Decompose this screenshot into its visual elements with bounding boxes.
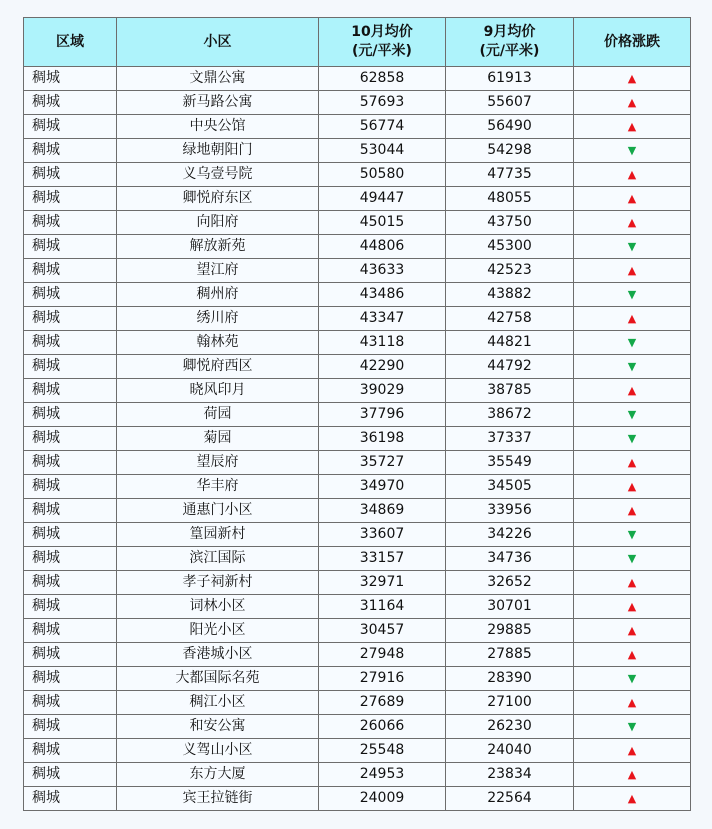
sep-price-cell: 22564 — [446, 787, 574, 811]
sep-price-cell: 37337 — [446, 427, 574, 451]
header-row — [24, 18, 691, 67]
triangle-down-icon: ▼ — [627, 240, 637, 253]
trend-cell — [574, 595, 691, 619]
trend-cell — [574, 499, 691, 523]
trend-cell — [574, 763, 691, 787]
header-sep-line2: (元/平米) — [479, 43, 540, 59]
region-cell: 稠城 — [24, 379, 117, 403]
triangle-up-icon: ▲ — [627, 96, 637, 109]
table-row — [24, 259, 691, 283]
community-name-cell: 和安公寓 — [117, 715, 319, 739]
trend-cell — [574, 163, 691, 187]
region-cell: 稠城 — [24, 715, 117, 739]
triangle-up-icon: ▲ — [627, 648, 637, 661]
community-name-cell: 词林小区 — [117, 595, 319, 619]
table-row — [24, 235, 691, 259]
sep-price-cell: 43750 — [446, 211, 574, 235]
region-cell: 稠城 — [24, 787, 117, 811]
trend-cell — [574, 235, 691, 259]
community-name-cell: 义驾山小区 — [117, 739, 319, 763]
table-row — [24, 643, 691, 667]
community-name-cell: 篁园新村 — [117, 523, 319, 547]
price-table — [23, 17, 691, 811]
sep-price-cell: 27100 — [446, 691, 574, 715]
community-name-cell: 望辰府 — [117, 451, 319, 475]
triangle-up-icon: ▲ — [627, 504, 637, 517]
region-cell: 稠城 — [24, 307, 117, 331]
triangle-up-icon: ▲ — [627, 120, 637, 133]
triangle-up-icon: ▲ — [627, 192, 637, 205]
triangle-up-icon: ▲ — [627, 312, 637, 325]
triangle-down-icon: ▼ — [627, 720, 637, 733]
triangle-up-icon: ▲ — [627, 744, 637, 757]
oct-price-cell: 43486 — [319, 283, 446, 307]
table-body — [24, 67, 691, 811]
table-row — [24, 787, 691, 811]
region-cell: 稠城 — [24, 163, 117, 187]
table-row — [24, 427, 691, 451]
oct-price-cell: 30457 — [319, 619, 446, 643]
table-row — [24, 355, 691, 379]
header-sep-price — [446, 18, 574, 67]
region-cell: 稠城 — [24, 427, 117, 451]
trend-cell — [574, 523, 691, 547]
sep-price-cell: 44821 — [446, 331, 574, 355]
table-row — [24, 595, 691, 619]
table-row — [24, 91, 691, 115]
trend-cell — [574, 451, 691, 475]
sep-price-cell: 45300 — [446, 235, 574, 259]
sep-price-cell: 29885 — [446, 619, 574, 643]
trend-cell — [574, 691, 691, 715]
triangle-up-icon: ▲ — [627, 600, 637, 613]
oct-price-cell: 39029 — [319, 379, 446, 403]
price-table-container — [23, 17, 690, 811]
sep-price-cell: 42758 — [446, 307, 574, 331]
community-name-cell: 菊园 — [117, 427, 319, 451]
region-cell: 稠城 — [24, 475, 117, 499]
triangle-up-icon: ▲ — [627, 168, 637, 181]
trend-cell — [574, 427, 691, 451]
table-row — [24, 67, 691, 91]
oct-price-cell: 36198 — [319, 427, 446, 451]
triangle-up-icon: ▲ — [627, 768, 637, 781]
table-row — [24, 715, 691, 739]
table-row — [24, 739, 691, 763]
community-name-cell: 绣川府 — [117, 307, 319, 331]
region-cell: 稠城 — [24, 499, 117, 523]
sep-price-cell: 34736 — [446, 547, 574, 571]
triangle-down-icon: ▼ — [627, 336, 637, 349]
table-row — [24, 451, 691, 475]
community-name-cell: 滨江国际 — [117, 547, 319, 571]
table-row — [24, 667, 691, 691]
oct-price-cell: 34970 — [319, 475, 446, 499]
oct-price-cell: 44806 — [319, 235, 446, 259]
region-cell: 稠城 — [24, 211, 117, 235]
triangle-up-icon: ▲ — [627, 792, 637, 805]
oct-price-cell: 43633 — [319, 259, 446, 283]
triangle-down-icon: ▼ — [627, 288, 637, 301]
oct-price-cell: 45015 — [319, 211, 446, 235]
community-name-cell: 宾王拉链街 — [117, 787, 319, 811]
region-cell: 稠城 — [24, 739, 117, 763]
region-cell: 稠城 — [24, 259, 117, 283]
sep-price-cell: 54298 — [446, 139, 574, 163]
sep-price-cell: 30701 — [446, 595, 574, 619]
region-cell: 稠城 — [24, 571, 117, 595]
trend-cell — [574, 355, 691, 379]
community-name-cell: 解放新苑 — [117, 235, 319, 259]
trend-cell — [574, 643, 691, 667]
triangle-down-icon: ▼ — [627, 528, 637, 541]
table-row — [24, 211, 691, 235]
triangle-up-icon: ▲ — [627, 696, 637, 709]
community-name-cell: 卿悦府东区 — [117, 187, 319, 211]
triangle-down-icon: ▼ — [627, 360, 637, 373]
oct-price-cell: 33157 — [319, 547, 446, 571]
region-cell: 稠城 — [24, 91, 117, 115]
oct-price-cell: 43118 — [319, 331, 446, 355]
triangle-down-icon: ▼ — [627, 672, 637, 685]
header-oct-price — [319, 18, 446, 67]
region-cell: 稠城 — [24, 355, 117, 379]
triangle-up-icon: ▲ — [627, 216, 637, 229]
region-cell: 稠城 — [24, 619, 117, 643]
sep-price-cell: 24040 — [446, 739, 574, 763]
triangle-down-icon: ▼ — [627, 432, 637, 445]
region-cell: 稠城 — [24, 595, 117, 619]
sep-price-cell: 28390 — [446, 667, 574, 691]
sep-price-cell: 27885 — [446, 643, 574, 667]
trend-cell — [574, 187, 691, 211]
sep-price-cell: 26230 — [446, 715, 574, 739]
table-row — [24, 403, 691, 427]
region-cell: 稠城 — [24, 523, 117, 547]
header-trend: 价格涨跌 — [574, 18, 691, 67]
trend-cell — [574, 787, 691, 811]
trend-cell — [574, 211, 691, 235]
oct-price-cell: 43347 — [319, 307, 446, 331]
oct-price-cell: 27948 — [319, 643, 446, 667]
trend-cell — [574, 379, 691, 403]
triangle-up-icon: ▲ — [627, 624, 637, 637]
community-name-cell: 中央公馆 — [117, 115, 319, 139]
sep-price-cell: 47735 — [446, 163, 574, 187]
table-row — [24, 187, 691, 211]
trend-cell — [574, 475, 691, 499]
table-row — [24, 523, 691, 547]
header-oct-line2: (元/平米) — [352, 43, 412, 59]
trend-cell — [574, 571, 691, 595]
sep-price-cell: 38672 — [446, 403, 574, 427]
region-cell: 稠城 — [24, 643, 117, 667]
community-name-cell: 荷园 — [117, 403, 319, 427]
community-name-cell: 东方大厦 — [117, 763, 319, 787]
oct-price-cell: 62858 — [319, 67, 446, 91]
table-row — [24, 331, 691, 355]
table-row — [24, 283, 691, 307]
community-name-cell: 阳光小区 — [117, 619, 319, 643]
triangle-up-icon: ▲ — [627, 264, 637, 277]
region-cell: 稠城 — [24, 763, 117, 787]
oct-price-cell: 24953 — [319, 763, 446, 787]
table-row — [24, 619, 691, 643]
sep-price-cell: 32652 — [446, 571, 574, 595]
table-row — [24, 115, 691, 139]
trend-cell — [574, 547, 691, 571]
table-row — [24, 691, 691, 715]
oct-price-cell: 57693 — [319, 91, 446, 115]
region-cell: 稠城 — [24, 547, 117, 571]
oct-price-cell: 34869 — [319, 499, 446, 523]
region-cell: 稠城 — [24, 451, 117, 475]
trend-cell — [574, 259, 691, 283]
sep-price-cell: 34226 — [446, 523, 574, 547]
community-name-cell: 晓风印月 — [117, 379, 319, 403]
table-row — [24, 571, 691, 595]
triangle-down-icon: ▼ — [627, 408, 637, 421]
oct-price-cell: 32971 — [319, 571, 446, 595]
table-row — [24, 379, 691, 403]
trend-cell — [574, 331, 691, 355]
sep-price-cell: 55607 — [446, 91, 574, 115]
trend-cell — [574, 403, 691, 427]
oct-price-cell: 37796 — [319, 403, 446, 427]
table-row — [24, 475, 691, 499]
community-name-cell: 华丰府 — [117, 475, 319, 499]
community-name-cell: 翰林苑 — [117, 331, 319, 355]
oct-price-cell: 42290 — [319, 355, 446, 379]
trend-cell — [574, 619, 691, 643]
community-name-cell: 卿悦府西区 — [117, 355, 319, 379]
oct-price-cell: 56774 — [319, 115, 446, 139]
trend-cell — [574, 139, 691, 163]
oct-price-cell: 24009 — [319, 787, 446, 811]
table-row — [24, 139, 691, 163]
community-name-cell: 望江府 — [117, 259, 319, 283]
header-oct-line1: 10月均价 — [351, 24, 413, 40]
table-row — [24, 763, 691, 787]
sep-price-cell: 42523 — [446, 259, 574, 283]
header-sep-line1: 9月均价 — [483, 24, 536, 40]
community-name-cell: 香港城小区 — [117, 643, 319, 667]
region-cell: 稠城 — [24, 187, 117, 211]
trend-cell — [574, 283, 691, 307]
community-name-cell: 义乌壹号院 — [117, 163, 319, 187]
triangle-down-icon: ▼ — [627, 552, 637, 565]
sep-price-cell: 61913 — [446, 67, 574, 91]
region-cell: 稠城 — [24, 283, 117, 307]
table-row — [24, 163, 691, 187]
trend-cell — [574, 739, 691, 763]
triangle-up-icon: ▲ — [627, 72, 637, 85]
trend-cell — [574, 715, 691, 739]
community-name-cell: 通惠门小区 — [117, 499, 319, 523]
community-name-cell: 新马路公寓 — [117, 91, 319, 115]
trend-cell — [574, 667, 691, 691]
community-name-cell: 文鼎公寓 — [117, 67, 319, 91]
region-cell: 稠城 — [24, 667, 117, 691]
region-cell: 稠城 — [24, 331, 117, 355]
header-community: 小区 — [117, 18, 319, 67]
table-row — [24, 307, 691, 331]
community-name-cell: 稠江小区 — [117, 691, 319, 715]
region-cell: 稠城 — [24, 235, 117, 259]
region-cell: 稠城 — [24, 115, 117, 139]
triangle-up-icon: ▲ — [627, 456, 637, 469]
oct-price-cell: 35727 — [319, 451, 446, 475]
sep-price-cell: 38785 — [446, 379, 574, 403]
oct-price-cell: 49447 — [319, 187, 446, 211]
region-cell: 稠城 — [24, 403, 117, 427]
community-name-cell: 孝子祠新村 — [117, 571, 319, 595]
sep-price-cell: 48055 — [446, 187, 574, 211]
oct-price-cell: 26066 — [319, 715, 446, 739]
community-name-cell: 稠州府 — [117, 283, 319, 307]
region-cell: 稠城 — [24, 67, 117, 91]
community-name-cell: 绿地朝阳门 — [117, 139, 319, 163]
oct-price-cell: 50580 — [319, 163, 446, 187]
triangle-down-icon: ▼ — [627, 144, 637, 157]
oct-price-cell: 27689 — [319, 691, 446, 715]
community-name-cell: 向阳府 — [117, 211, 319, 235]
sep-price-cell: 23834 — [446, 763, 574, 787]
region-cell: 稠城 — [24, 691, 117, 715]
sep-price-cell: 43882 — [446, 283, 574, 307]
community-name-cell: 大都国际名苑 — [117, 667, 319, 691]
sep-price-cell: 35549 — [446, 451, 574, 475]
sep-price-cell: 34505 — [446, 475, 574, 499]
table-row — [24, 547, 691, 571]
oct-price-cell: 27916 — [319, 667, 446, 691]
header-region: 区域 — [24, 18, 117, 67]
trend-cell — [574, 307, 691, 331]
region-cell: 稠城 — [24, 139, 117, 163]
table-header — [24, 18, 691, 67]
oct-price-cell: 33607 — [319, 523, 446, 547]
oct-price-cell: 31164 — [319, 595, 446, 619]
sep-price-cell: 56490 — [446, 115, 574, 139]
oct-price-cell: 53044 — [319, 139, 446, 163]
table-row — [24, 499, 691, 523]
trend-cell — [574, 115, 691, 139]
triangle-up-icon: ▲ — [627, 576, 637, 589]
sep-price-cell: 33956 — [446, 499, 574, 523]
triangle-up-icon: ▲ — [627, 384, 637, 397]
trend-cell — [574, 91, 691, 115]
oct-price-cell: 25548 — [319, 739, 446, 763]
triangle-up-icon: ▲ — [627, 480, 637, 493]
trend-cell — [574, 67, 691, 91]
sep-price-cell: 44792 — [446, 355, 574, 379]
